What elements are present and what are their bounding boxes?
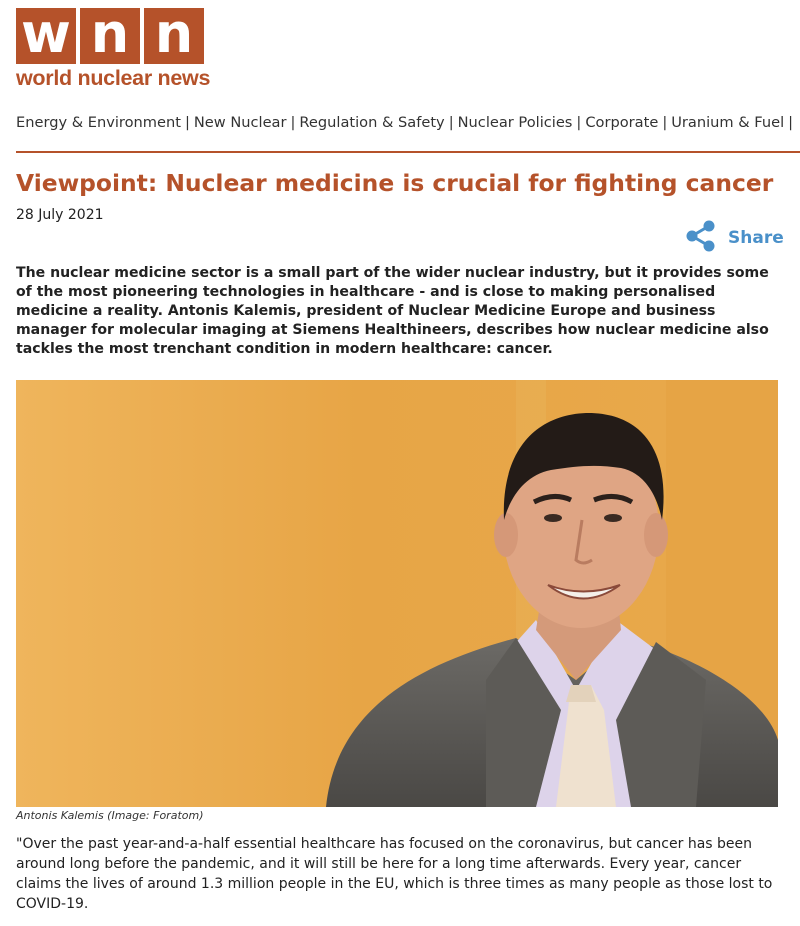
image-caption: Antonis Kalemis (Image: Foratom) [16,809,204,822]
nav-item-nuclear-policies[interactable]: Nuclear Policies [457,114,573,131]
nav-separator: | [184,114,190,131]
logo-tagline: world nuclear news [16,66,211,90]
nav-item-regulation-safety[interactable]: Regulation & Safety [299,114,445,131]
article-date: 28 July 2021 [16,207,104,223]
nav-item-corporate[interactable]: Corporate [585,114,659,131]
nav-item-uranium-fuel[interactable]: Uranium & Fuel [671,114,785,131]
article-body: "Over the past year-and-a-half essential healthcare has focused on the coronavirus, but cancer has been around long before the pandemic, and it will still be here for a long time afterwards. Every year, cancer claims the lives of around 1.3 million people in the EU, which is three times as many people as those lost to COVID-19. [16,836,773,912]
share-icon [684,219,718,257]
article-image [16,380,778,807]
article-lead: The nuclear medicine sector is a small part of the wider nuclear industry, but it provides some of the most pioneering technologies in healthcare - and is close to making personalised medicine a reality. Antonis Kalemis, president of Nuclear Medicine Europe and business manager for molecular imaging at Siemens Healthineers, describes how nuclear medicine also tackles the most trenchant condition in modern healthcare: cancer. [16,265,769,357]
nav-separator: | [576,114,582,131]
header-divider [16,151,800,153]
logo-letter-n: n [80,8,140,64]
logo-letter-n-2: n [144,8,204,64]
share-button[interactable] [684,221,784,255]
logo-letter-w: w [16,8,76,64]
share-label: Share [728,228,784,248]
nav-item-energy-environment[interactable]: Energy & Environment [16,114,181,131]
article-title: Viewpoint: Nuclear medicine is crucial for fighting cancer [16,169,774,197]
nav-separator: | [662,114,668,131]
nav-separator: | [290,114,296,131]
main-nav [16,114,800,136]
nav-item-new-nuclear[interactable]: New Nuclear [193,114,287,131]
portrait-illustration [16,380,778,807]
nav-separator: | [448,114,454,131]
nav-separator: | [788,114,794,131]
site-logo[interactable] [16,8,211,92]
logo-letter-boxes [16,8,204,64]
